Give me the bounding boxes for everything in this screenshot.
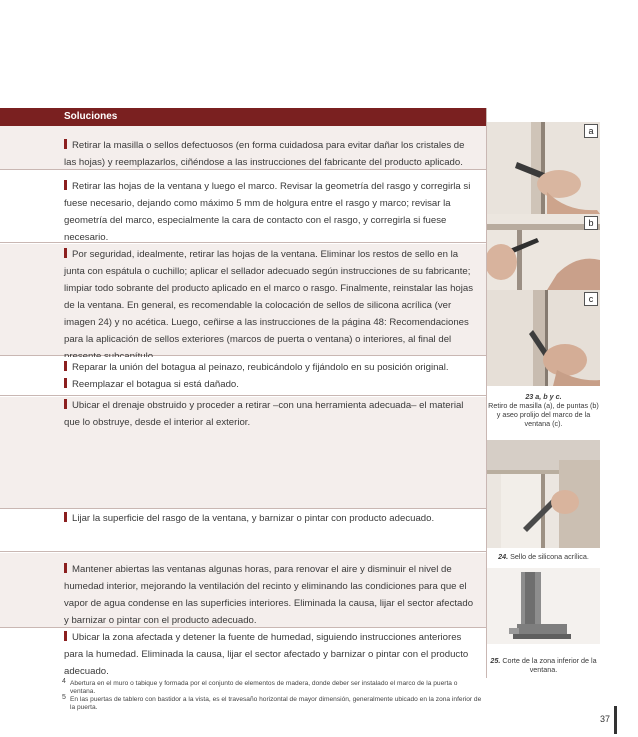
caption-23-number: 23 a, b y c. [525,392,562,401]
solution-paragraph: Reemplazar el botagua si está dañado. [64,376,478,393]
solution-row-6 [0,510,486,552]
solution-paragraph: Ubicar la zona afectada y detener la fuente de humedad, siguiendo instrucciones anteriores para la humedad. Eliminada la causa, lijar el sector afectado y barnizar o pintar con el producto adecuado. [64,632,469,677]
figure-label-a: a [584,124,598,138]
figure-label-b: b [584,216,598,230]
solutions-header-title: Soluciones [64,111,118,122]
caption-23 [487,392,600,428]
caption-25 [487,656,600,674]
solution-row-1 [0,126,486,170]
bullet-bar-icon [64,563,67,573]
solution-paragraph: Por seguridad, idealmente, retirar las hojas de la ventana. Eliminar los restos de sello en la junta con espátula o cuchillo; aplicar el sellador adecuado según instrucciones de su fabricante; limpiar todo sobrante del producto aplicado en el marco o rasgo. Finalmente, reinstalar las hojas de la ventana. En general, es recomendable la colocación de sellos de silicona acrílica (ver imagen 24) y no acética. Luego, ceñirse a las instrucciones de la página 48: Recomendaciones para la aplicación de sellos exteriores (marcos de puerta o ventana) o interiores, al final del [64,249,474,345]
photo-silicone-seal [487,440,600,548]
bullet-bar-icon [64,631,67,641]
caption-25-text: Corte de la zona inferior de la ventana. [502,656,597,674]
figure-window-section [487,568,600,644]
photo-24-illustration [487,440,600,548]
figure-label-c: c [584,292,598,306]
solution-paragraph: Lijar la superficie del rasgo de la ventana, y barnizar o pintar con producto adecuado. [64,510,478,527]
page-number: 37 [600,714,611,724]
caption-24-text: Sello de silicona acrílica. [510,552,589,561]
page-marker-bar [614,706,617,734]
solution-row-8 [0,629,486,677]
bullet-bar-icon [64,180,67,190]
bullet-bar-icon [64,139,67,149]
figure-25-illustration [487,568,600,644]
solution-paragraph: Retirar las hojas de la ventana y luego el marco. Revisar la geometría del rasgo y corregirla si fuese necesario, dejando como máximo 5 mm de holgura entre el rasgo y marco; revisar la geometría del marco, especialmente la cara de contacto con el rasgo, y corregirla si fuese necesario. [64,181,471,243]
bullet-bar-icon [64,248,67,258]
photo-frame-cleaning [487,290,600,386]
solution-row-5 [0,397,486,509]
solution-row-3 [0,244,486,356]
footnote-5: 5 En las puertas de tablero con bastidor a la vista, es el travesaño horizontal de mayor dimensión, generalmente ubicado en la zona inferior de la puerta. [62,694,482,711]
solution-row-7 [0,553,486,628]
footnote-4: 4 Abertura en el muro o tabique y formada por el conjunto de elementos de madera, donde deber ser instalado el marco de la puerta o ventana. [62,678,458,695]
photo-points-removal [487,214,600,290]
solution-paragraph: Reparar la unión del botagua al peinazo, reubicándolo y fijándolo en su posición original. [64,359,478,376]
caption-23-text: Retiro de masilla (a), de puntas (b) y aseo prolijo del marco de la ventana (c). [488,401,599,428]
caption-24-number: 24. [498,552,509,561]
caption-24 [487,552,600,561]
solution-paragraph: Mantener abiertas las ventanas algunas horas, para renovar el aire y disminuir el nivel de humedad interior, mejorando la ventilación del recinto y eliminando las condiciones para que el vapor de agua condense en las superficies interiores. Eliminada la causa, lijar el sector afectado y barnizar o pintar con el producto adecuado. [64,564,474,626]
bullet-bar-icon [64,399,67,409]
bullet-bar-icon [64,361,67,371]
footnotes [62,680,482,712]
solution-paragraph: Ubicar el drenaje obstruido y proceder a retirar –con una herramienta adecuada– el material que lo obstruye, desde el interior al exterior. [64,400,464,428]
solutions-header [0,108,486,126]
bullet-bar-icon [64,512,67,522]
bullet-bar-icon [64,378,67,388]
solution-paragraph: Retirar la masilla o sellos defectuosos (en forma cuidadosa para evitar dañar los cristales de las hojas) y reemplazarlos, ciñéndose a las instrucciones del fabricante del producto aplicado. [64,140,465,168]
photo-putty-removal [487,122,600,214]
solution-row-2 [0,171,486,243]
caption-25-number: 25. [490,656,501,665]
solution-row-4 [0,357,486,396]
